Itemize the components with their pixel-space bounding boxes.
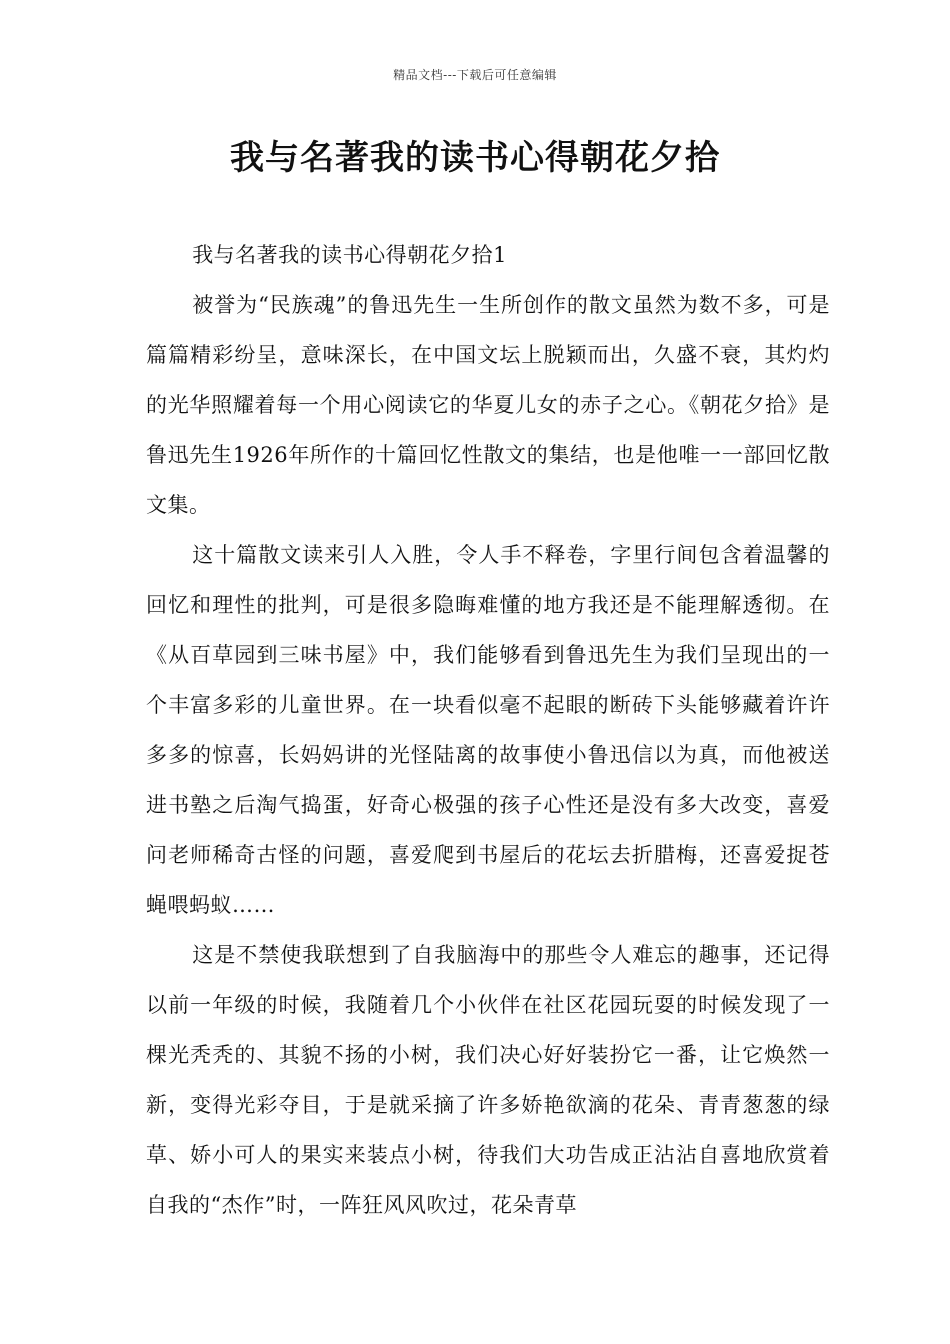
document-body <box>146 230 830 1230</box>
paragraph: 这十篇散文读来引人入胜，令人手不释卷，字里行间包含着温馨的回忆和理性的批判，可是很多隐晦难懂的地方我还是不能理解透彻。在《从百草园到三味书屋》中，我们能够看到鲁迅先生为我们呈现出的一个丰富多彩的儿童世界。在一块看似毫不起眼的断砖下头能够藏着许许多多的惊喜，长妈妈讲的光怪陆离的故事使小鲁迅信以为真，而他被送进书塾之后淘气捣蛋，好奇心极强的孩子心性还是没有多大改变，喜爱问老师稀奇古怪的问题，喜爱爬到书屋后的花坛去折腊梅，还喜爱捉苍蝇喂蚂蚁…… <box>146 543 830 917</box>
header-note: 精品文档---下载后可任意编辑 <box>393 68 557 82</box>
section-subheading: 我与名著我的读书心得朝花夕拾1 <box>192 243 508 267</box>
paragraph: 被誉为“民族魂”的鲁迅先生一生所创作的散文虽然为数不多，可是篇篇精彩纷呈，意味深长，在中国文坛上脱颖而出，久盛不衰，其灼灼的光华照耀着每一个用心阅读它的华夏儿女的赤子之心。《朝花夕拾》是鲁迅先生1926年所作的十篇回忆性散文的集结，也是他唯一一部回忆散文集。 <box>146 293 830 517</box>
paragraph: 这是不禁使我联想到了自我脑海中的那些令人难忘的趣事，还记得以前一年级的时候，我随着几个小伙伴在社区花园玩耍的时候发现了一棵光秃秃的、其貌不扬的小树，我们决心好好装扮它一番，让它焕然一新，变得光彩夺目，于是就采摘了许多娇艳欲滴的花朵、青青葱葱的绿草、娇小可人的果实来装点小树，待我们大功告成正沾沾自喜地欣赏着自我的“杰作”时，一阵狂风风吹过，花朵青草 <box>146 943 830 1217</box>
document-title: 我与名著我的读书心得朝花夕拾 <box>230 138 720 178</box>
